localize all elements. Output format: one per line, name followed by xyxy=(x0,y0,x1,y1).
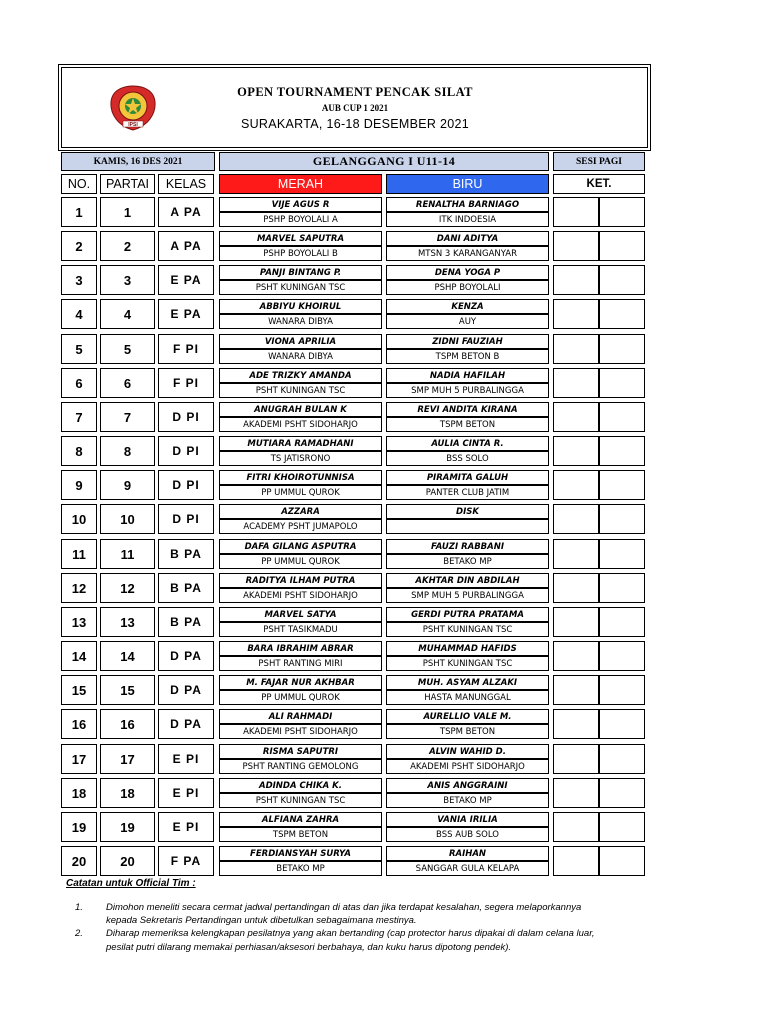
blue-athlete-name: ANIS ANGGRAINI xyxy=(386,778,549,793)
row-no: 14 xyxy=(61,641,97,671)
table-row xyxy=(0,539,768,569)
red-athlete-name: ANUGRAH BULAN K xyxy=(219,402,382,417)
ket-cell xyxy=(553,641,599,671)
ket-cell xyxy=(599,436,645,466)
ket-cell xyxy=(599,265,645,295)
blue-athlete-team: MTSN 3 KARANGANYAR xyxy=(386,246,549,261)
ket-cell xyxy=(599,709,645,739)
row-kelas: D PA xyxy=(158,641,214,671)
blue-athlete-name: DENA YOGA P xyxy=(386,265,549,280)
blue-athlete-name: DISK xyxy=(386,504,549,519)
red-corner xyxy=(219,231,382,261)
blue-corner xyxy=(386,231,549,261)
row-partai: 2 xyxy=(100,231,155,261)
row-kelas: D PI xyxy=(158,504,214,534)
blue-athlete-team: BSS SOLO xyxy=(386,451,549,466)
ket-cell xyxy=(553,812,599,842)
notes-heading: Catatan untuk Official Tim : xyxy=(66,878,196,889)
red-athlete-name: DAFA GILANG ASPUTRA xyxy=(219,539,382,554)
row-no: 16 xyxy=(61,709,97,739)
ket-cell xyxy=(599,778,645,808)
red-corner xyxy=(219,402,382,432)
red-corner xyxy=(219,573,382,603)
blue-corner xyxy=(386,778,549,808)
table-row xyxy=(0,436,768,466)
blue-corner xyxy=(386,675,549,705)
blue-athlete-team: BETAKO MP xyxy=(386,793,549,808)
ket-cell xyxy=(553,778,599,808)
ket-cell xyxy=(553,402,599,432)
table-row xyxy=(0,368,768,398)
row-kelas: D PA xyxy=(158,709,214,739)
table-row xyxy=(0,812,768,842)
blue-athlete-name: GERDI PUTRA PRATAMA xyxy=(386,607,549,622)
red-athlete-name: M. FAJAR NUR AKHBAR xyxy=(219,675,382,690)
row-partai: 5 xyxy=(100,334,155,364)
row-no: 5 xyxy=(61,334,97,364)
table-row xyxy=(0,846,768,876)
row-no: 11 xyxy=(61,539,97,569)
blue-corner xyxy=(386,470,549,500)
ket-cell xyxy=(553,265,599,295)
blue-corner xyxy=(386,573,549,603)
blue-corner xyxy=(386,709,549,739)
note-number: 2. xyxy=(75,928,83,939)
red-athlete-name: ABBIYU KHOIRUL xyxy=(219,299,382,314)
ket-cell xyxy=(599,641,645,671)
ket-cell xyxy=(553,675,599,705)
red-athlete-team: PSHP BOYOLALI B xyxy=(219,246,382,261)
blue-corner xyxy=(386,744,549,774)
ket-cell xyxy=(599,573,645,603)
row-no: 7 xyxy=(61,402,97,432)
ket-cell xyxy=(599,744,645,774)
col-header-ket: KET. xyxy=(553,174,645,194)
red-athlete-team: PSHT RANTING GEMOLONG xyxy=(219,759,382,774)
red-athlete-name: FITRI KHOIROTUNNISA xyxy=(219,470,382,485)
blue-athlete-name: MUHAMMAD HAFIDS xyxy=(386,641,549,656)
ket-cell xyxy=(599,231,645,261)
row-no: 6 xyxy=(61,368,97,398)
table-row xyxy=(0,402,768,432)
table-row xyxy=(0,299,768,329)
table-row xyxy=(0,641,768,671)
tournament-title: OPEN TOURNAMENT PENCAK SILAT xyxy=(237,85,473,99)
red-corner xyxy=(219,197,382,227)
table-row xyxy=(0,744,768,774)
row-no: 13 xyxy=(61,607,97,637)
table-row xyxy=(0,334,768,364)
red-corner xyxy=(219,368,382,398)
note-number: 1. xyxy=(75,902,83,913)
col-header-kelas: KELAS xyxy=(158,174,214,194)
blue-athlete-name: RAIHAN xyxy=(386,846,549,861)
table-row xyxy=(0,573,768,603)
ket-cell xyxy=(553,334,599,364)
row-partai: 18 xyxy=(100,778,155,808)
col-header-no: NO. xyxy=(61,174,97,194)
row-partai: 13 xyxy=(100,607,155,637)
blue-athlete-team: PANTER CLUB JATIM xyxy=(386,485,549,500)
ket-cell xyxy=(599,607,645,637)
blue-corner xyxy=(386,504,549,534)
blue-athlete-team: TSPM BETON B xyxy=(386,349,549,364)
ket-cell xyxy=(553,368,599,398)
row-kelas: F PI xyxy=(158,334,214,364)
ket-cell xyxy=(553,299,599,329)
ket-cell xyxy=(553,436,599,466)
table-row xyxy=(0,675,768,705)
red-athlete-name: ALFIANA ZAHRA xyxy=(219,812,382,827)
row-no: 19 xyxy=(61,812,97,842)
row-kelas: B PA xyxy=(158,573,214,603)
col-header-partai: PARTAI xyxy=(100,174,155,194)
red-athlete-name: FERDIANSYAH SURYA xyxy=(219,846,382,861)
ket-cell xyxy=(599,197,645,227)
row-kelas: E PA xyxy=(158,265,214,295)
ket-cell xyxy=(553,607,599,637)
red-athlete-team: PP UMMUL QUROK xyxy=(219,690,382,705)
table-row xyxy=(0,504,768,534)
row-partai: 1 xyxy=(100,197,155,227)
blue-athlete-team: ITK INDOESIA xyxy=(386,212,549,227)
red-corner xyxy=(219,265,382,295)
table-row xyxy=(0,607,768,637)
red-corner xyxy=(219,846,382,876)
row-no: 15 xyxy=(61,675,97,705)
table-row xyxy=(0,470,768,500)
blue-athlete-team: SMP MUH 5 PURBALINGGA xyxy=(386,588,549,603)
blue-corner xyxy=(386,436,549,466)
red-athlete-team: ACADEMY PSHT JUMAPOLO xyxy=(219,519,382,534)
red-corner xyxy=(219,504,382,534)
red-corner xyxy=(219,812,382,842)
blue-corner xyxy=(386,265,549,295)
ket-cell xyxy=(553,573,599,603)
blue-athlete-team: PSHT KUNINGAN TSC xyxy=(386,622,549,637)
session-day: KAMIS, 16 DES 2021 xyxy=(61,152,215,171)
table-row xyxy=(0,265,768,295)
red-corner xyxy=(219,334,382,364)
session-arena: GELANGGANG I U11-14 xyxy=(219,152,549,171)
blue-corner xyxy=(386,402,549,432)
blue-athlete-team: PSHP BOYOLALI xyxy=(386,280,549,295)
ket-cell xyxy=(599,299,645,329)
red-athlete-name: VIONA APRILIA xyxy=(219,334,382,349)
red-corner xyxy=(219,675,382,705)
red-athlete-team: AKADEMI PSHT SIDOHARJO xyxy=(219,588,382,603)
red-athlete-team: WANARA DIBYA xyxy=(219,314,382,329)
row-no: 9 xyxy=(61,470,97,500)
red-athlete-name: AZZARA xyxy=(219,504,382,519)
red-athlete-team: AKADEMI PSHT SIDOHARJO xyxy=(219,724,382,739)
row-partai: 3 xyxy=(100,265,155,295)
row-partai: 6 xyxy=(100,368,155,398)
row-no: 18 xyxy=(61,778,97,808)
blue-corner xyxy=(386,334,549,364)
ket-cell xyxy=(553,504,599,534)
row-kelas: D PI xyxy=(158,402,214,432)
red-athlete-name: RADITYA ILHAM PUTRA xyxy=(219,573,382,588)
blue-athlete-team: TSPM BETON xyxy=(386,417,549,432)
blue-athlete-team: AKADEMI PSHT SIDOHARJO xyxy=(386,759,549,774)
col-header-biru: BIRU xyxy=(386,174,549,194)
red-athlete-name: ADE TRIZKY AMANDA xyxy=(219,368,382,383)
row-partai: 12 xyxy=(100,573,155,603)
blue-corner xyxy=(386,846,549,876)
tournament-location-date: SURAKARTA, 16-18 DESEMBER 2021 xyxy=(240,117,470,131)
row-no: 1 xyxy=(61,197,97,227)
red-athlete-team: BETAKO MP xyxy=(219,861,382,876)
row-kelas: D PI xyxy=(158,470,214,500)
blue-athlete-name: PIRAMITA GALUH xyxy=(386,470,549,485)
red-corner xyxy=(219,744,382,774)
row-no: 17 xyxy=(61,744,97,774)
note-line: pesilat putri dilarang memakai perhiasan/aksesori berbahaya, dan kuku harus dipotong pendek). xyxy=(106,942,512,953)
row-kelas: F PA xyxy=(158,846,214,876)
row-partai: 4 xyxy=(100,299,155,329)
blue-athlete-name: AURELLIO VALE M. xyxy=(386,709,549,724)
ket-cell xyxy=(599,675,645,705)
row-partai: 19 xyxy=(100,812,155,842)
row-kelas: A PA xyxy=(158,197,214,227)
ket-cell xyxy=(553,744,599,774)
blue-athlete-team: SANGGAR GULA KELAPA xyxy=(386,861,549,876)
row-no: 10 xyxy=(61,504,97,534)
table-row xyxy=(0,778,768,808)
ket-cell xyxy=(599,812,645,842)
blue-athlete-team: BSS AUB SOLO xyxy=(386,827,549,842)
red-corner xyxy=(219,607,382,637)
row-no: 12 xyxy=(61,573,97,603)
note-line: kepada Sekretaris Pertandingan untuk dibetulkan sebagaimana mestinya. xyxy=(106,915,417,926)
red-athlete-team: WANARA DIBYA xyxy=(219,349,382,364)
red-athlete-name: VIJE AGUS R xyxy=(219,197,382,212)
red-athlete-name: MUTIARA RAMADHANI xyxy=(219,436,382,451)
row-partai: 16 xyxy=(100,709,155,739)
blue-athlete-name: DANI ADITYA xyxy=(386,231,549,246)
ket-cell xyxy=(553,197,599,227)
red-athlete-name: MARVEL SAPUTRA xyxy=(219,231,382,246)
row-kelas: E PI xyxy=(158,744,214,774)
table-row xyxy=(0,709,768,739)
blue-athlete-team: AUY xyxy=(386,314,549,329)
ket-cell xyxy=(599,368,645,398)
ket-cell xyxy=(599,470,645,500)
table-row xyxy=(0,197,768,227)
red-athlete-team: PSHT KUNINGAN TSC xyxy=(219,383,382,398)
red-athlete-team: PP UMMUL QUROK xyxy=(219,485,382,500)
red-athlete-team: PSHT KUNINGAN TSC xyxy=(219,280,382,295)
tournament-subtitle: AUB CUP 1 2021 xyxy=(321,103,389,113)
blue-corner xyxy=(386,299,549,329)
row-kelas: E PI xyxy=(158,812,214,842)
ket-cell xyxy=(553,709,599,739)
red-corner xyxy=(219,436,382,466)
row-no: 20 xyxy=(61,846,97,876)
blue-athlete-name: MUH. ASYAM ALZAKI xyxy=(386,675,549,690)
red-athlete-name: MARVEL SATYA xyxy=(219,607,382,622)
red-athlete-name: ALI RAHMADI xyxy=(219,709,382,724)
row-partai: 15 xyxy=(100,675,155,705)
blue-athlete-name: AKHTAR DIN ABDILAH xyxy=(386,573,549,588)
svg-text:IPSI: IPSI xyxy=(128,122,138,128)
red-athlete-name: RISMA SAPUTRI xyxy=(219,744,382,759)
blue-athlete-team: BETAKO MP xyxy=(386,554,549,569)
blue-athlete-name: RENALTHA BARNIAGO xyxy=(386,197,549,212)
blue-corner xyxy=(386,641,549,671)
red-athlete-name: BARA IBRAHIM ABRAR xyxy=(219,641,382,656)
ket-cell xyxy=(553,539,599,569)
row-kelas: E PA xyxy=(158,299,214,329)
blue-athlete-team: SMP MUH 5 PURBALINGGA xyxy=(386,383,549,398)
blue-athlete-name: REVI ANDITA KIRANA xyxy=(386,402,549,417)
ket-cell xyxy=(599,504,645,534)
row-partai: 7 xyxy=(100,402,155,432)
blue-corner xyxy=(386,539,549,569)
row-kelas: D PI xyxy=(158,436,214,466)
blue-athlete-name: FAUZI RABBANI xyxy=(386,539,549,554)
ket-cell xyxy=(599,402,645,432)
row-kelas: B PA xyxy=(158,607,214,637)
red-athlete-name: PANJI BINTANG P. xyxy=(219,265,382,280)
blue-corner xyxy=(386,368,549,398)
row-kelas: A PA xyxy=(158,231,214,261)
ket-cell xyxy=(553,470,599,500)
ket-cell xyxy=(553,846,599,876)
ket-cell xyxy=(599,846,645,876)
row-partai: 8 xyxy=(100,436,155,466)
blue-athlete-team: PSHT KUNINGAN TSC xyxy=(386,656,549,671)
red-corner xyxy=(219,778,382,808)
blue-athlete-team: HASTA MANUNGGAL xyxy=(386,690,549,705)
blue-athlete-name: KENZA xyxy=(386,299,549,314)
blue-athlete-team xyxy=(386,519,549,534)
red-corner xyxy=(219,299,382,329)
note-line: Diharap memeriksa kelengkapan pesilatnya yang akan bertanding (cap protector harus dipakai di dalam celana luar, xyxy=(106,928,595,939)
red-athlete-team: PSHP BOYOLALI A xyxy=(219,212,382,227)
row-partai: 9 xyxy=(100,470,155,500)
col-header-merah: MERAH xyxy=(219,174,382,194)
red-athlete-team: AKADEMI PSHT SIDOHARJO xyxy=(219,417,382,432)
blue-athlete-name: ZIDNI FAUZIAH xyxy=(386,334,549,349)
row-kelas: F PI xyxy=(158,368,214,398)
note-line: Dimohon meneliti secara cermat jadwal pertandingan di atas dan jika terdapat kesalahan, segera melaporkannya xyxy=(106,902,582,913)
blue-athlete-name: VANIA IRILIA xyxy=(386,812,549,827)
row-no: 3 xyxy=(61,265,97,295)
row-kelas: E PI xyxy=(158,778,214,808)
red-corner xyxy=(219,539,382,569)
row-kelas: D PA xyxy=(158,675,214,705)
red-athlete-team: PSHT RANTING MIRI xyxy=(219,656,382,671)
red-athlete-team: PP UMMUL QUROK xyxy=(219,554,382,569)
red-athlete-team: PSHT KUNINGAN TSC xyxy=(219,793,382,808)
blue-athlete-name: ALVIN WAHID D. xyxy=(386,744,549,759)
row-kelas: B PA xyxy=(158,539,214,569)
red-corner xyxy=(219,641,382,671)
blue-athlete-team: TSPM BETON xyxy=(386,724,549,739)
row-no: 2 xyxy=(61,231,97,261)
row-partai: 14 xyxy=(100,641,155,671)
row-partai: 11 xyxy=(100,539,155,569)
ket-cell xyxy=(599,539,645,569)
ket-cell xyxy=(553,231,599,261)
row-partai: 17 xyxy=(100,744,155,774)
red-athlete-team: TS JATISRONO xyxy=(219,451,382,466)
red-athlete-team: PSHT TASIKMADU xyxy=(219,622,382,637)
red-athlete-team: TSPM BETON xyxy=(219,827,382,842)
red-corner xyxy=(219,470,382,500)
row-no: 4 xyxy=(61,299,97,329)
blue-athlete-name: AULIA CINTA R. xyxy=(386,436,549,451)
red-athlete-name: ADINDA CHIKA K. xyxy=(219,778,382,793)
blue-corner xyxy=(386,607,549,637)
blue-corner xyxy=(386,197,549,227)
blue-athlete-name: NADIA HAFILAH xyxy=(386,368,549,383)
row-partai: 20 xyxy=(100,846,155,876)
row-partai: 10 xyxy=(100,504,155,534)
red-corner xyxy=(219,709,382,739)
ket-cell xyxy=(599,334,645,364)
row-no: 8 xyxy=(61,436,97,466)
session-time: SESI PAGI xyxy=(553,152,645,171)
blue-corner xyxy=(386,812,549,842)
table-row xyxy=(0,231,768,261)
ipsi-logo xyxy=(108,84,158,132)
